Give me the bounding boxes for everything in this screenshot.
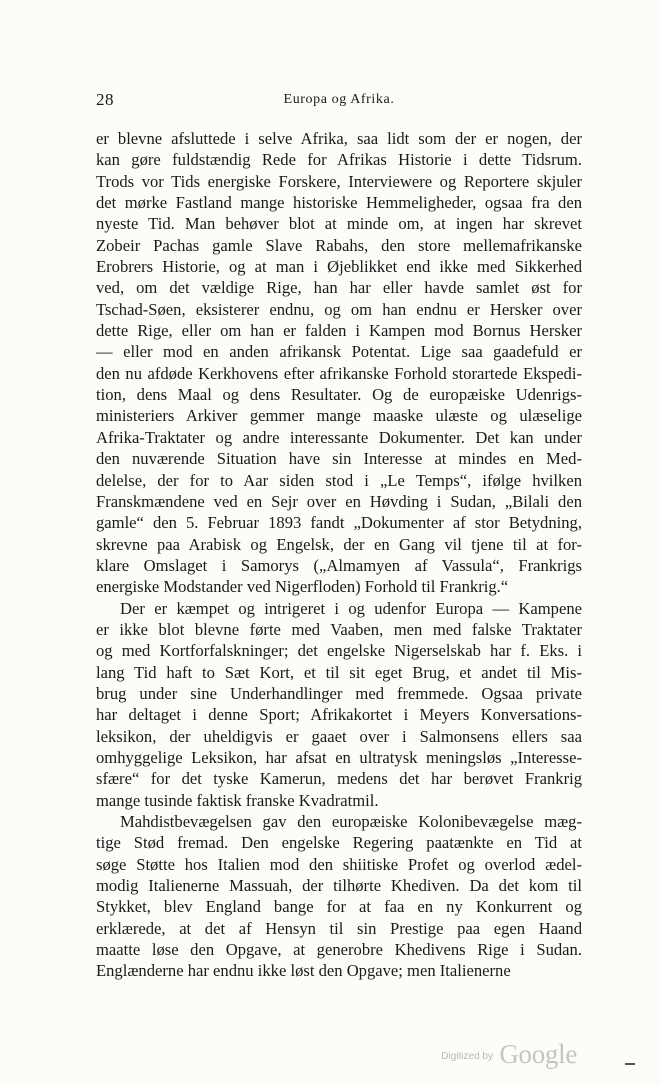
text-line: Erobrers Historie, og at man i Øjeblikket end ikke med Sikkerhed [96,257,582,277]
text-line: lang Tid haft to Sæt Kort, et til sit eget Brug, et andet til Mis- [96,662,582,682]
text-line: delelse, der for to Aar siden stod i „Le Temps“, ifølge hvilken [96,470,582,490]
text-line: kan gøre fuldstændig Rede for Afrikas Historie i dette Tidsrum. [96,150,582,170]
text-line: Zobeir Pachas gamle Slave Rabahs, den store mellemafrikanske [96,235,582,255]
text-line: modig Italienerne Massuah, der tilhørte Khediven. Da det kom til [96,876,582,896]
digitized-by-google-watermark [397,1039,577,1073]
running-head: Europa og Afrika. [283,92,395,107]
watermark-prefix: Digitized by [441,1051,493,1062]
text-line: tion, dens Maal og dens Resultater. Og de europæiske Udenrigs- [96,385,582,405]
page-header [96,90,582,114]
text-line: Tschad-Søen, eksisterer endnu, og om han endnu er Hersker over [96,299,582,319]
text-line: det mørke Fastland mange historiske Hemmeligheder, ogsaa fra den [96,193,582,213]
text-line: sfære“ for det tyske Kamerun, medens det har berøvet Frankrig [96,769,582,789]
text-line: erklærede, at det af Hensyn til sin Prestige paa egen Haand [96,918,582,938]
page-number: 28 [96,90,114,109]
text-line: brug under sine Underhandlinger med fremmede. Ogsaa private [96,683,582,703]
text-line: Trods vor Tids energiske Forskere, Interviewere og Reportere skjuler [96,171,582,191]
text-line: Afrika-Traktater og andre interessante Dokumenter. Det kan under [96,427,582,447]
text-line: omhyggelige Leksikon, har afsat en ultratysk meningsløs „Interesse- [96,747,582,767]
text-line: skrevne paa Arabisk og Engelsk, der en Gang vil tjene til at for- [96,534,582,554]
scan-mark [625,1063,635,1065]
text-line: gamle“ den 5. Februar 1893 fandt „Dokumenter af stor Betydning, [96,513,582,533]
text-line: energiske Modstander ved Nigerfloden) Forhold til Frankrig.“ [96,577,509,597]
text-line: Franskmændene ved en Sejr over en Høvding i Sudan, „Bilali den [96,491,582,511]
text-line: Stykket, blev England bange for at faa en ny Konkurrent og [96,897,582,917]
text-line: — eller mod en anden afrikansk Potentat. Lige saa gaadefuld er [96,342,582,362]
text-line: ministeriers Arkiver gemmer mange maaske ulæste og ulæselige [96,406,582,426]
text-line: mange tusinde faktisk franske Kvadratmil. [96,790,379,810]
text-line: den nuværende Situation have sin Interesse at mindes en Med- [96,449,582,469]
text-line: er ikke blot blevne førte med Vaaben, men med falske Traktater [96,619,582,639]
text-line: ved, om det vældige Rige, han har eller havde samlet øst for [96,278,582,298]
text-line: har deltaget i denne Sport; Afrikakortet i Meyers Konversations- [96,705,582,725]
text-line: og med Kortforfalskninger; det engelske Nigerselskab har f. Eks. i [96,641,582,661]
page-body [96,128,582,982]
text-line: maatte løse den Opgave, at generobre Khedivens Rige i Sudan. [96,940,582,960]
text-line: leksikon, der uheldigvis er gaaet over i Salmonsens ellers saa [96,726,582,746]
text-line: tige Stød fremad. Den engelske Regering paatænkte en Tid at [96,833,582,853]
google-logo: Google [499,1039,577,1069]
text-line: Mahdistbevægelsen gav den europæiske Kolonibevægelse mæg- [120,812,582,831]
text-line: nyeste Tid. Man behøver blot at minde om, at ingen har skrevet [96,214,582,234]
text-line: klare Omslaget i Samorys („Almamyen af Vassula“, Frankrigs [96,555,582,575]
text-line: dette Rige, eller om han er falden i Kampen mod Bornus Hersker [96,321,582,341]
text-line: Der er kæmpet og intrigeret i og udenfor Europa — Kampene [120,598,582,618]
text-line: Englænderne har endnu ikke løst den Opgave; men Italienerne [96,961,511,981]
text-line: søge Støtte hos Italien mod den shiitiske Profet og overlod ædel- [96,854,582,874]
text-line: er blevne afsluttede i selve Afrika, saa lidt som der er nogen, der [96,129,582,148]
text-line: den nu afdøde Kerkhovens efter afrikanske Forhold storartede Ekspedi- [96,363,582,383]
